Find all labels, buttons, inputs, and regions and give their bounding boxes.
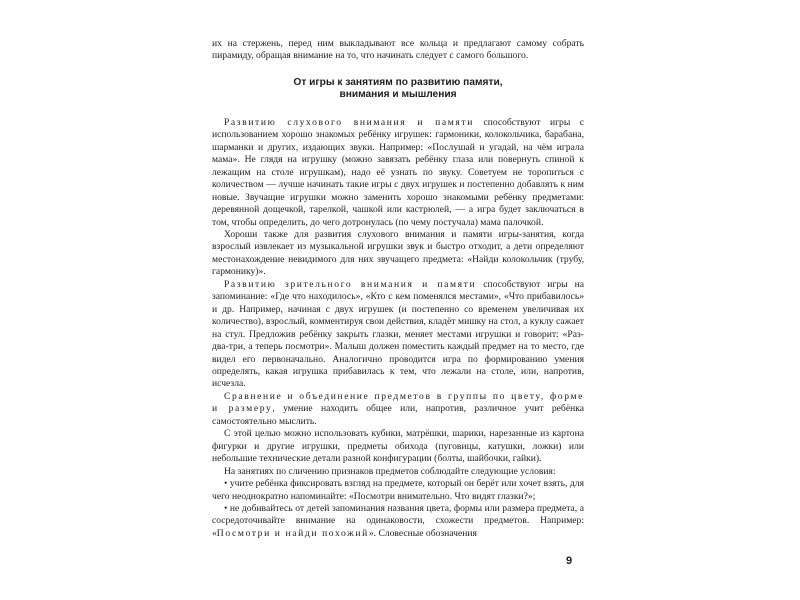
bullet-similarity-end: ». Словесные обозначения [368, 527, 477, 539]
bullet-similarity [212, 503, 584, 540]
paragraph-auditory-games: Хороши также для развития слухового внимания и памяти игры-занятия, когда взрослый извлекает из музыкальной игрушки звук и быстро отходит, а дети определяют местонахождение невидимого для них звучащего предмета: «Найди колокольчик (трубу, гармонику)». [212, 228, 584, 278]
bullet-fix-gaze: • учите ребёнка фиксировать взгляд на предмете, который он берёт или хочет взять, для чего неоднократно напоминайте: «Посмотри внимательно. Что видят глазки?»; [212, 478, 584, 502]
paragraph-visual-attention-text: способствуют игры на запоминание: «Где что находилось», «Кто с кем поменялся местами», «Что прибавилось» и др. Например, начиная с двух игрушек (и постепенно со временем увеличивая их количество), взрослый, комментируя свои действия, кладёт мишку на стол, а куклу сажает на стул. Предложив ребёнку закрыть глазки, меняет местами игрушки и говорит: «Раз-два-три, а теперь посмотри». Малыш должен поместить каждый предмет на то место, где видел его первоначально. Аналогично проводится игра по формированию умения определять, какая игрушка прибавилась к тем, что лежали на столе, или, напротив, исчезла. [212, 278, 584, 390]
section-heading-line-2: внимания и мышления [339, 88, 457, 100]
term-find-similar: Посмотри и найди похожий [216, 527, 369, 539]
book-page [212, 38, 584, 540]
page-number: 9 [566, 555, 573, 567]
section-heading [212, 77, 584, 101]
term-comparison: Сравнение и объединение предметов в группы по цвету, форме и размеру [212, 390, 584, 415]
section-heading-line-1: От игры к занятиям по развитию памяти, [293, 76, 503, 88]
paragraph-comparison-text: , умение находить общее или, напротив, различное учит ребёнка самостоятельно мыслить. [212, 403, 584, 427]
paragraph-visual-attention [212, 279, 584, 391]
paragraph-comparison [212, 391, 584, 428]
paragraph-auditory-attention-text: способствуют игры с использованием хорошо знакомых ребёнку игрушек: гармоники, колокольчика, барабана, шарманки и других, издающих звуки. Например: «Послушай и угадай, на чём играла мама». Не глядя на игрушку (можно завязать ребёнку глаза или повернуть спиной к лежащим на столе игрушкам), надо её узнать по звуку. Советуем не торопиться с количеством — лучше начинать такие игры с двух игрушек и постепенно добавлять к ним новые. Звучащие игрушки можно заменить хорошо знакомыми ребёнку предметами: деревянной дощечкой, тарелкой, чашкой или кастрюлей, — а игра будет заключаться в том, чтобы определить, до чего дотронулась (по чему постучала) мама палочкой. [212, 116, 584, 228]
paragraph-conditions: На занятиях по сличению признаков предметов соблюдайте следующие условия: [224, 465, 556, 477]
bullet-similarity-text: • не добивайтесь от детей запоминания названия цвета, формы или размера предмета, а сосредоточивайте внимание на одинаковости, схожести предметов. Например: « [212, 502, 584, 539]
term-auditory-attention: Развитию слухового внимания и памяти [224, 116, 474, 128]
paragraph-auditory-attention [212, 117, 584, 229]
paragraph-materials: С этой целью можно использовать кубики, матрёшки, шарики, нарезанные из картона фигурки и другие игрушки, предметы обихода (пуговицы, катушки, ложки) или небольшие технические детали разной конфигурации (болты, шайбочки, гайки). [212, 428, 584, 465]
intro-paragraph: их на стержень, перед ним выкладывают все кольца и предлагают самому собрать пирамиду, обращая внимание на то, что начинать следует с самого большого. [212, 38, 584, 62]
term-visual-attention: Развитию зрительного внимания и памяти [224, 278, 477, 290]
